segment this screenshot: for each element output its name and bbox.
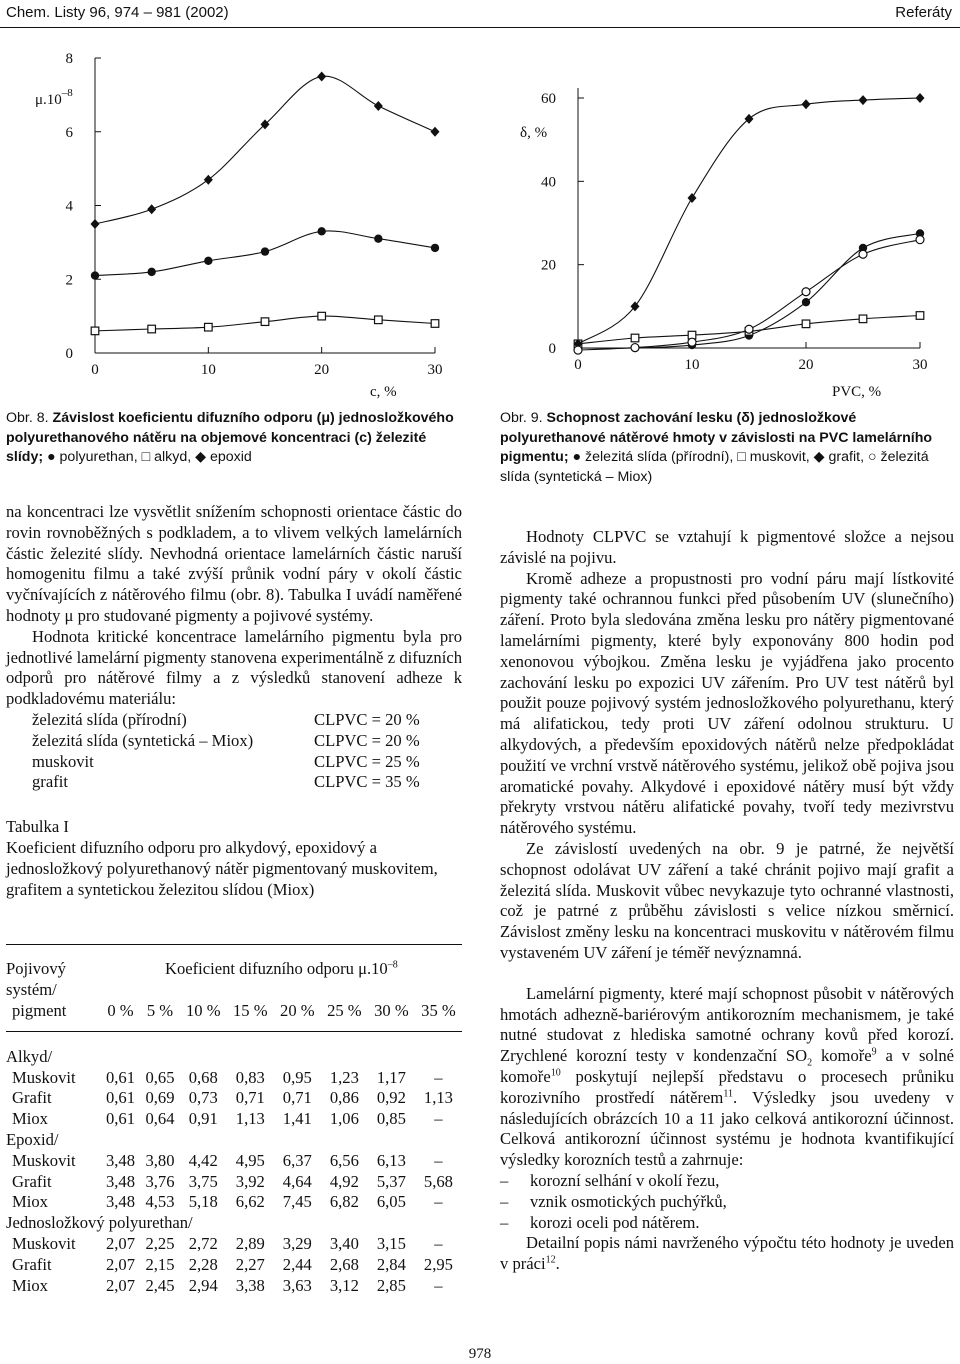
point-circle-filled-marker [91, 271, 99, 279]
table-label: Tabulka I [6, 817, 69, 837]
table-cell: 1,23 [329, 1067, 359, 1087]
clpvc-row [6, 772, 462, 793]
table-cell: 2,84 [376, 1254, 406, 1274]
paragraph: Detailní popis námi navrženého výpočtu této hodnoty je uveden v práci$^{12}$. [500, 1233, 954, 1274]
table-cell: 3,80 [145, 1150, 175, 1170]
y-tick-label: 6 [65, 124, 73, 141]
x-tick-label: 30 [912, 357, 928, 373]
x-tick-label: 20 [798, 357, 814, 373]
point-circle-filled-marker [147, 268, 155, 276]
table-cell: 0,68 [188, 1067, 218, 1087]
point-diamond-filled-marker [802, 99, 811, 109]
point-circle-filled-marker [261, 247, 269, 255]
table-cell: 2,72 [188, 1233, 218, 1253]
table-col-header: 30 % [374, 1000, 409, 1020]
x-tick-label: 0 [574, 357, 582, 373]
figure-8-chart [0, 40, 470, 410]
table-cell: 5,37 [376, 1171, 406, 1191]
series-line [95, 76, 435, 224]
table-col-header: 15 % [233, 1000, 268, 1020]
table-cell: 0,61 [105, 1088, 135, 1108]
y-tick-label: 2 [65, 272, 73, 289]
point-square-open-marker [91, 327, 99, 335]
table-head: Pojivový [6, 959, 66, 979]
table-row [6, 1088, 462, 1109]
table-cell: 6,56 [329, 1150, 359, 1170]
table-cell: 1,13 [235, 1109, 265, 1129]
section-header: Referáty [895, 4, 952, 21]
point-circle-filled-marker [802, 298, 810, 306]
series-line [578, 98, 920, 344]
table-cell: 3,12 [329, 1275, 359, 1295]
point-square-open-marker [148, 325, 156, 333]
y-tick-label: 0 [548, 341, 556, 357]
clpvc-row [6, 731, 462, 752]
table-cell-pigment: Grafit [12, 1088, 52, 1108]
legend-diamond-filled-icon: ◆ [813, 449, 825, 465]
table-cell: 1,17 [376, 1067, 406, 1087]
legend-circle-open-icon: ○ [867, 449, 877, 465]
table-cell: 6,13 [376, 1150, 406, 1170]
table-cell: 0,91 [188, 1109, 218, 1129]
table-head: systém/ [6, 980, 57, 1000]
table-cell: 1,06 [329, 1109, 359, 1129]
table-cell: 5,68 [423, 1171, 453, 1191]
table-cell: 2,89 [235, 1233, 265, 1253]
table-group-label: Jednosložkový polyurethan/ [6, 1213, 193, 1233]
clpvc-pigment: muskovit [32, 751, 94, 771]
x-tick-label: 20 [314, 362, 330, 378]
table-row [6, 1254, 462, 1275]
table-cell: 2,45 [145, 1275, 175, 1295]
table-cell: – [434, 1233, 443, 1253]
table-group-label: Epoxid/ [6, 1129, 59, 1149]
legend-diamond-filled-icon: ◆ [195, 449, 207, 465]
y-tick-label: 40 [541, 174, 556, 191]
data-table [6, 944, 462, 1296]
point-square-open-marker [205, 323, 213, 331]
table-cell: 6,62 [235, 1192, 265, 1212]
table-cell-pigment: Miox [12, 1275, 48, 1295]
table-cell: 6,82 [329, 1192, 359, 1212]
table-cell: – [434, 1275, 443, 1295]
table-cell: 2,15 [145, 1254, 175, 1274]
legend-circle-filled-icon: ● [47, 449, 56, 465]
table-row [6, 1275, 462, 1296]
table-cell: 4,64 [282, 1171, 312, 1191]
point-diamond-filled-marker [147, 204, 156, 214]
table-cell: 2,85 [376, 1275, 406, 1295]
y-tick-label: 0 [65, 346, 73, 362]
list-item: – vznik osmotických puchýřků, [500, 1192, 954, 1213]
table-cell: 5,18 [188, 1192, 218, 1212]
point-square-open-marker [375, 316, 383, 324]
table-row [6, 1067, 462, 1088]
y-axis-label: δ, % [520, 125, 548, 141]
table-cell-pigment: Muskovit [12, 1233, 76, 1253]
point-circle-open-marker [859, 250, 867, 258]
table-cell: 2,07 [105, 1254, 135, 1274]
table-cell-pigment: Miox [12, 1192, 48, 1212]
table-cell: 2,07 [105, 1275, 135, 1295]
table-group-label: Alkyd/ [6, 1046, 53, 1066]
table-col-header: 5 % [146, 1000, 174, 1020]
x-tick-label: 30 [427, 362, 443, 378]
table-cell: – [434, 1109, 443, 1129]
point-square-open-marker [802, 320, 810, 328]
legend-square-open-icon: □ [141, 449, 151, 465]
table-top-rule [6, 944, 462, 945]
table-cell: 4,42 [188, 1150, 218, 1170]
paragraph: Hodnota kritické koncentrace lamelárního pigmentu byla pro jednotlivé lamelární pigmenty stanovena experimentálně z difuzních odporů pro nátěrové filmy a z výsledků stanovení adheze k podkladovému materiálu: [6, 626, 462, 709]
table-cell: – [434, 1067, 443, 1087]
paragraph: na koncentraci lze vysvětlit snížením schopnosti orientace částic do rovin rovnoběžných s podkladem, a to vlivem velkých lamelárních částic železité slídy. Nevhodná orientace lamelárních částic naruší homogenitu filmu a také zvýší průnik vodní páry v okolí částic vyčnívajících z nátěrového filmu (obr. 8). Tabulka I uvádí naměřené hodnoty μ pro studované pigmenty a pojivové systémy. [6, 502, 462, 625]
list-item: – korozi oceli pod nátěrem. [500, 1213, 954, 1234]
table-cell: 6,37 [282, 1150, 312, 1170]
point-diamond-filled-marker [431, 127, 440, 137]
point-square-open-marker [631, 334, 639, 342]
table-cell: 2,07 [105, 1233, 135, 1253]
table-col-header: 0 % [107, 1000, 134, 1020]
table-col-header: 10 % [185, 1000, 221, 1020]
point-square-open-marker [318, 312, 326, 320]
table-col-header: 20 % [280, 1000, 315, 1020]
y-tick-label: 20 [541, 257, 556, 274]
paragraph: Lamelární pigmenty, které mají schopnost působit v nátěrových hmotách adhezně-bariérovým antikorozním mechanismem, je také nutné studovat z hlediska samotné ochrany kovů před korozí. Zrychlené korozní testy v kondenzační $SO_2$ komoře$^9$ a v solné komoře$^{10}$ poskytují nejlepší představu o procesech průniku korozivního prostředí nátěrem$^{11}$. Výsledky jsou uvedeny v následujících obrázcích 10 a 11 jako celková antikorozní účinnost. Celková antikorozní účinnost systému je hodnota kvantifikující výsledky korozních testů a zahrnuje: [500, 983, 954, 1170]
table-cell: 0,64 [145, 1109, 175, 1129]
clpvc-value: CLPVC = 35 % [314, 772, 420, 792]
point-circle-open-marker [916, 236, 924, 244]
point-diamond-filled-marker [745, 114, 754, 124]
point-circle-open-marker [631, 344, 639, 352]
table-cell: 0,61 [105, 1067, 135, 1087]
table-cell: 2,28 [188, 1254, 218, 1274]
table-cell: 3,92 [235, 1171, 265, 1191]
table-col-header: 35 % [421, 1000, 456, 1020]
left-column [6, 502, 462, 900]
header-rule [0, 27, 960, 28]
table-col-header: 25 % [327, 1000, 362, 1020]
table-cell: 0,65 [145, 1067, 175, 1087]
table-cell: 7,45 [282, 1192, 312, 1212]
y-tick-label: 60 [541, 91, 556, 107]
figure-9-chart [470, 40, 960, 410]
table-cell: 0,71 [235, 1088, 265, 1108]
table-cell: 0,85 [376, 1109, 406, 1129]
table-cell: 3,48 [105, 1150, 135, 1170]
point-circle-open-marker [574, 346, 582, 354]
list-item: – korozní selhání v okolí řezu, [500, 1171, 954, 1192]
table-row [6, 1234, 462, 1255]
right-column [500, 527, 954, 1275]
table-cell: 6,05 [376, 1192, 406, 1212]
table-cell: 3,15 [376, 1233, 406, 1253]
clpvc-row [6, 752, 462, 773]
table-cell: 2,44 [282, 1254, 312, 1274]
table-cell: 2,94 [188, 1275, 218, 1295]
clpvc-value: CLPVC = 20 % [314, 730, 420, 750]
table-cell: 0,61 [105, 1109, 135, 1129]
table-cell-pigment: Muskovit [12, 1067, 76, 1087]
x-tick-label: 0 [91, 362, 99, 378]
table-cell-pigment: Grafit [12, 1254, 52, 1274]
table-cell: 3,38 [235, 1275, 265, 1295]
table-row [6, 1109, 462, 1130]
table-cell: 4,53 [145, 1192, 175, 1212]
point-diamond-filled-marker [374, 101, 383, 111]
point-circle-filled-marker [317, 227, 325, 235]
table-cell: 3,63 [282, 1275, 312, 1295]
table-cell: 3,48 [105, 1171, 135, 1191]
table-cell: 0,86 [329, 1088, 359, 1108]
point-diamond-filled-marker [204, 175, 213, 185]
table [6, 959, 462, 1296]
clpvc-value: CLPVC = 20 % [314, 709, 420, 729]
x-axis-label: c, % [370, 384, 397, 400]
table-cell: 2,27 [235, 1254, 265, 1274]
table-cell: – [434, 1150, 443, 1170]
clpvc-value: CLPVC = 25 % [314, 751, 420, 771]
table-cell: 3,48 [105, 1192, 135, 1212]
point-diamond-filled-marker [916, 93, 925, 103]
y-axis-label: $\mu.10^{-8}$ [35, 87, 73, 108]
point-diamond-filled-marker [317, 71, 326, 81]
page-number: 978 [468, 1346, 492, 1362]
table-head-title: Koeficient difuzního odporu $\mu.10^{-8}$ [164, 959, 398, 979]
table-cell: 3,76 [145, 1171, 175, 1191]
point-square-open-marker [431, 320, 439, 328]
table-cell: 3,75 [188, 1171, 218, 1191]
x-axis-label: PVC, % [832, 384, 882, 400]
point-circle-open-marker [802, 288, 810, 296]
y-tick-label: 4 [65, 198, 73, 215]
point-diamond-filled-marker [688, 193, 697, 203]
table-cell: 3,40 [329, 1233, 359, 1253]
table-cell-pigment: Grafit [12, 1171, 52, 1191]
table-cell: 1,13 [423, 1088, 453, 1108]
paragraph: Ze závislostí uvedených na obr. 9 je patrné, že největší schopnost odolávat UV záření a také chránit pojivo mají grafit a železitá slída. Muskovit vůbec nevykazuje tyto ochranné vlastnosti, což je patrné z průběhu závislosti s velice nízkou směrnicí. Závislost změny lesku na koncentraci muskovitu v nátěrovém filmu vystaveném UV záření je téměř nevýznamná. [500, 838, 954, 962]
table-cell: 0,92 [376, 1088, 406, 1108]
point-circle-filled-marker [431, 244, 439, 252]
clpvc-pigment: železitá slída (syntetická – Miox) [32, 730, 254, 750]
figure-8-caption: Obr. 8. Závislost koeficientu difuzního odporu (μ) jednosložkového polyurethanového nátěru na objemové koncentraci (c) železité slídy; ● polyurethan, □ alkyd, ◆ epoxid [6, 410, 454, 465]
journal-header: Chem. Listy 96, 974 – 981 (2002) [6, 4, 229, 21]
table-cell: 4,95 [235, 1150, 265, 1170]
table-row [6, 1171, 462, 1192]
paragraph: Hodnoty CLPVC se vztahují k pigmentové složce a nejsou závislé na pojivu. [500, 527, 954, 567]
point-diamond-filled-marker [91, 219, 100, 229]
point-circle-filled-marker [204, 257, 212, 265]
x-tick-label: 10 [200, 362, 216, 378]
y-tick-label: 8 [65, 51, 73, 67]
table-cell: 0,83 [235, 1067, 265, 1087]
table-cell: 2,95 [423, 1254, 453, 1274]
legend-square-open-icon: □ [737, 449, 746, 465]
table-cell: 0,73 [188, 1088, 218, 1108]
clpvc-row [6, 710, 462, 731]
clpvc-pigment: grafit [32, 772, 68, 792]
table-row [6, 1150, 462, 1171]
table-cell: 1,41 [282, 1109, 312, 1129]
legend-circle-filled-icon: ● [572, 449, 582, 465]
clpvc-pigment: železitá slída (přírodní) [32, 709, 187, 729]
table-cell: – [434, 1192, 443, 1212]
figure-9-caption: Obr. 9. Schopnost zachování lesku (δ) jednosložkové polyurethanové nátěrové hmoty v závislosti na PVC lamelárního pigmentu; ● železitá slída (přírodní), □ muskovit, ◆ grafit, ○ železitá slída (syntetická – Miox) [500, 410, 933, 485]
point-diamond-filled-marker [859, 95, 868, 105]
paragraph: Kromě adheze a propustnosti pro vodní páru mají lístkovité pigmenty také ochrannou funkci před působením UV (slunečního) záření. Proto byla sledována změna lesku pro nátěry pigmentované lamelárními pigmenty, které byly exponovány 800 hodin pod xenonovou výbojkou. Změna lesku je vyjádřena jako procento zachování lesku po expozici UV zářením. Pro UV test nátěrů byl použit pouze pojivový systém jednosložkového polyurethanu, který má alifatickou, tedy proti UV záření odolnou strukturu. U alkydových, a především epoxidových nátěrů nelze předpokládat použití ve vrchní vrstvě nátěrového systému, jelikož obě pojiva jsou aromatické povahy. Alkydové i epoxidové nátěry musí být vždy překryty vrstvou nátěru alifatické povahy, tvoří tedy mezivrstvu nátěrového systému. [500, 568, 954, 838]
bullet-list [500, 1171, 954, 1233]
table-cell: 0,69 [145, 1088, 175, 1108]
table-cell: 2,68 [329, 1254, 359, 1274]
table-cell: 4,92 [329, 1171, 359, 1191]
table-cell: 0,71 [282, 1088, 312, 1108]
table-row [6, 1192, 462, 1213]
point-circle-open-marker [688, 338, 696, 346]
x-tick-label: 10 [684, 357, 700, 373]
table-cell: 2,25 [145, 1233, 175, 1253]
point-square-open-marker [261, 318, 269, 326]
table-cell: 3,29 [282, 1233, 312, 1253]
table-cell-pigment: Miox [12, 1109, 48, 1129]
point-circle-filled-marker [374, 234, 382, 242]
table-cell: 0,95 [282, 1067, 312, 1087]
point-square-open-marker [916, 312, 924, 320]
clpvc-list [6, 710, 462, 793]
table-head: pigment [12, 1000, 67, 1020]
point-circle-open-marker [745, 325, 753, 333]
point-square-open-marker [859, 315, 867, 323]
table-cell-pigment: Muskovit [12, 1150, 76, 1170]
table-caption: Koeficient difuzního odporu pro alkydový, epoxidový a jednosložkový polyurethanový nátěr pigmentovaný muskovitem, grafitem a syntetickou železitou slídou (Miox) [6, 837, 438, 899]
